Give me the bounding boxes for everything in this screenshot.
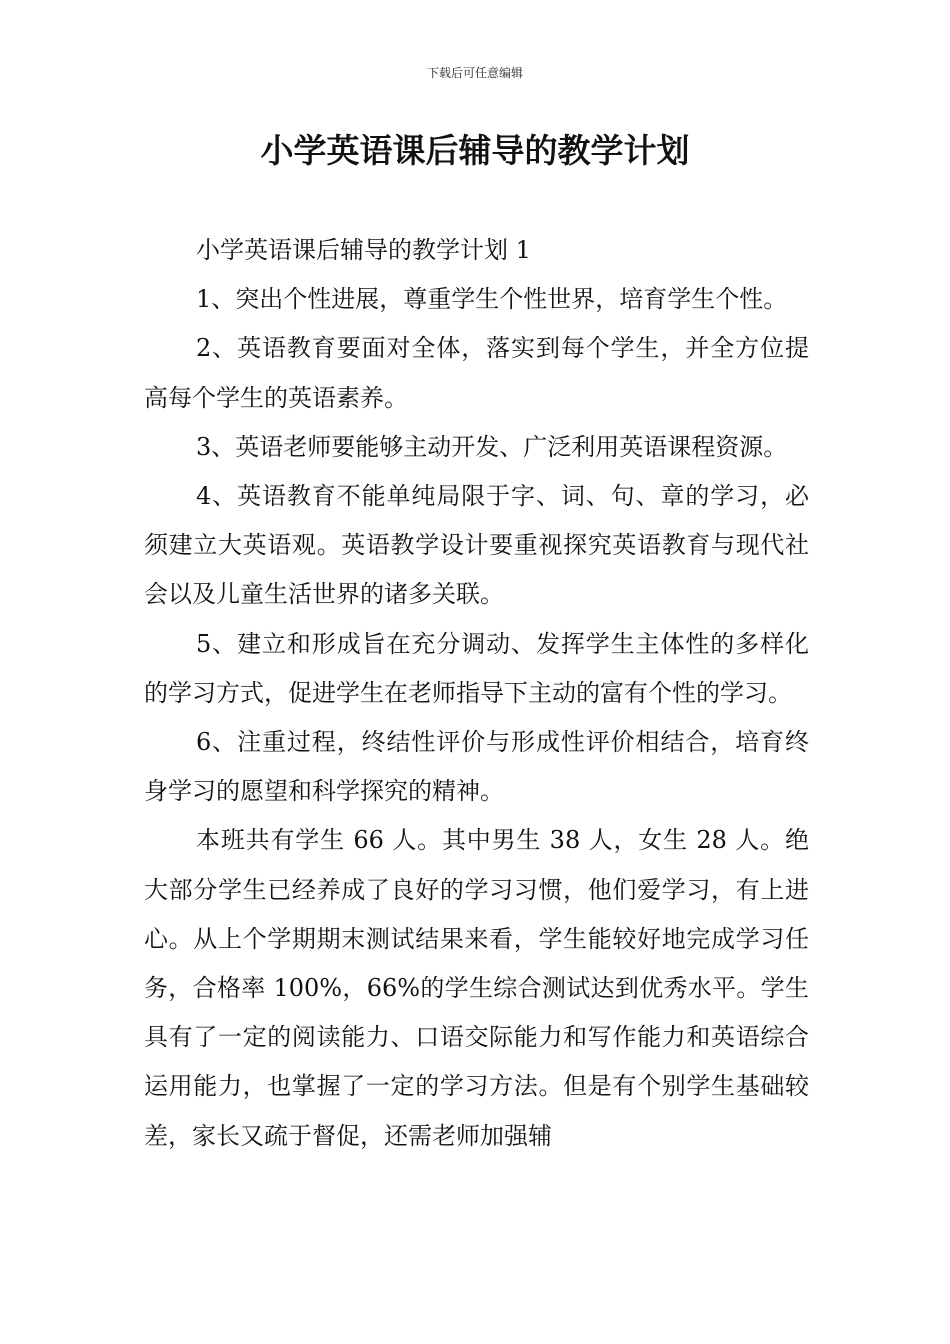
paragraph-section-heading: 小学英语课后辅导的教学计划 1	[196, 236, 531, 264]
document-title: 小学英语课后辅导的教学计划	[260, 131, 690, 170]
document-body	[144, 226, 809, 1161]
paragraph-item-1: 1、突出个性进展，尊重学生个性世界，培育学生个性。	[196, 285, 788, 314]
paragraph-item-5: 5、建立和形成旨在充分调动、发挥学生主体性的多样化的学习方式，促进学生在老师指导下主动的富有个性的学习。	[144, 629, 809, 707]
paragraph-class-overview: 本班共有学生 66 人。其中男生 38 人，女生 28 人。绝大部分学生已经养成了良好的学习习惯，他们爱学习，有上进心。从上个学期期末测试结果来看，学生能较好地完成学习任务，合格率 100%，66%的学生综合测试达到优秀水平。学生具有了一定的阅读能力、口语交际能力和写作能力和英语综合运用能力，也掌握了一定的学习方法。但是有个别学生基础较差，家长又疏于督促，还需老师加强辅	[144, 826, 809, 1150]
paragraph-item-3: 3、英语老师要能够主动开发、广泛利用英语课程资源。	[196, 432, 788, 461]
header-note: 下载后可任意编辑	[426, 66, 523, 80]
paragraph-item-4: 4、英语教育不能单纯局限于字、词、句、章的学习，必须建立大英语观。英语教学设计要重视探究英语教育与现代社会以及儿童生活世界的诸多关联。	[144, 482, 809, 609]
paragraph-item-6: 6、注重过程，终结性评价与形成性评价相结合，培育终身学习的愿望和科学探究的精神。	[144, 728, 809, 806]
paragraph-item-2: 2、英语教育要面对全体，落实到每个学生，并全方位提高每个学生的英语素养。	[144, 334, 809, 412]
